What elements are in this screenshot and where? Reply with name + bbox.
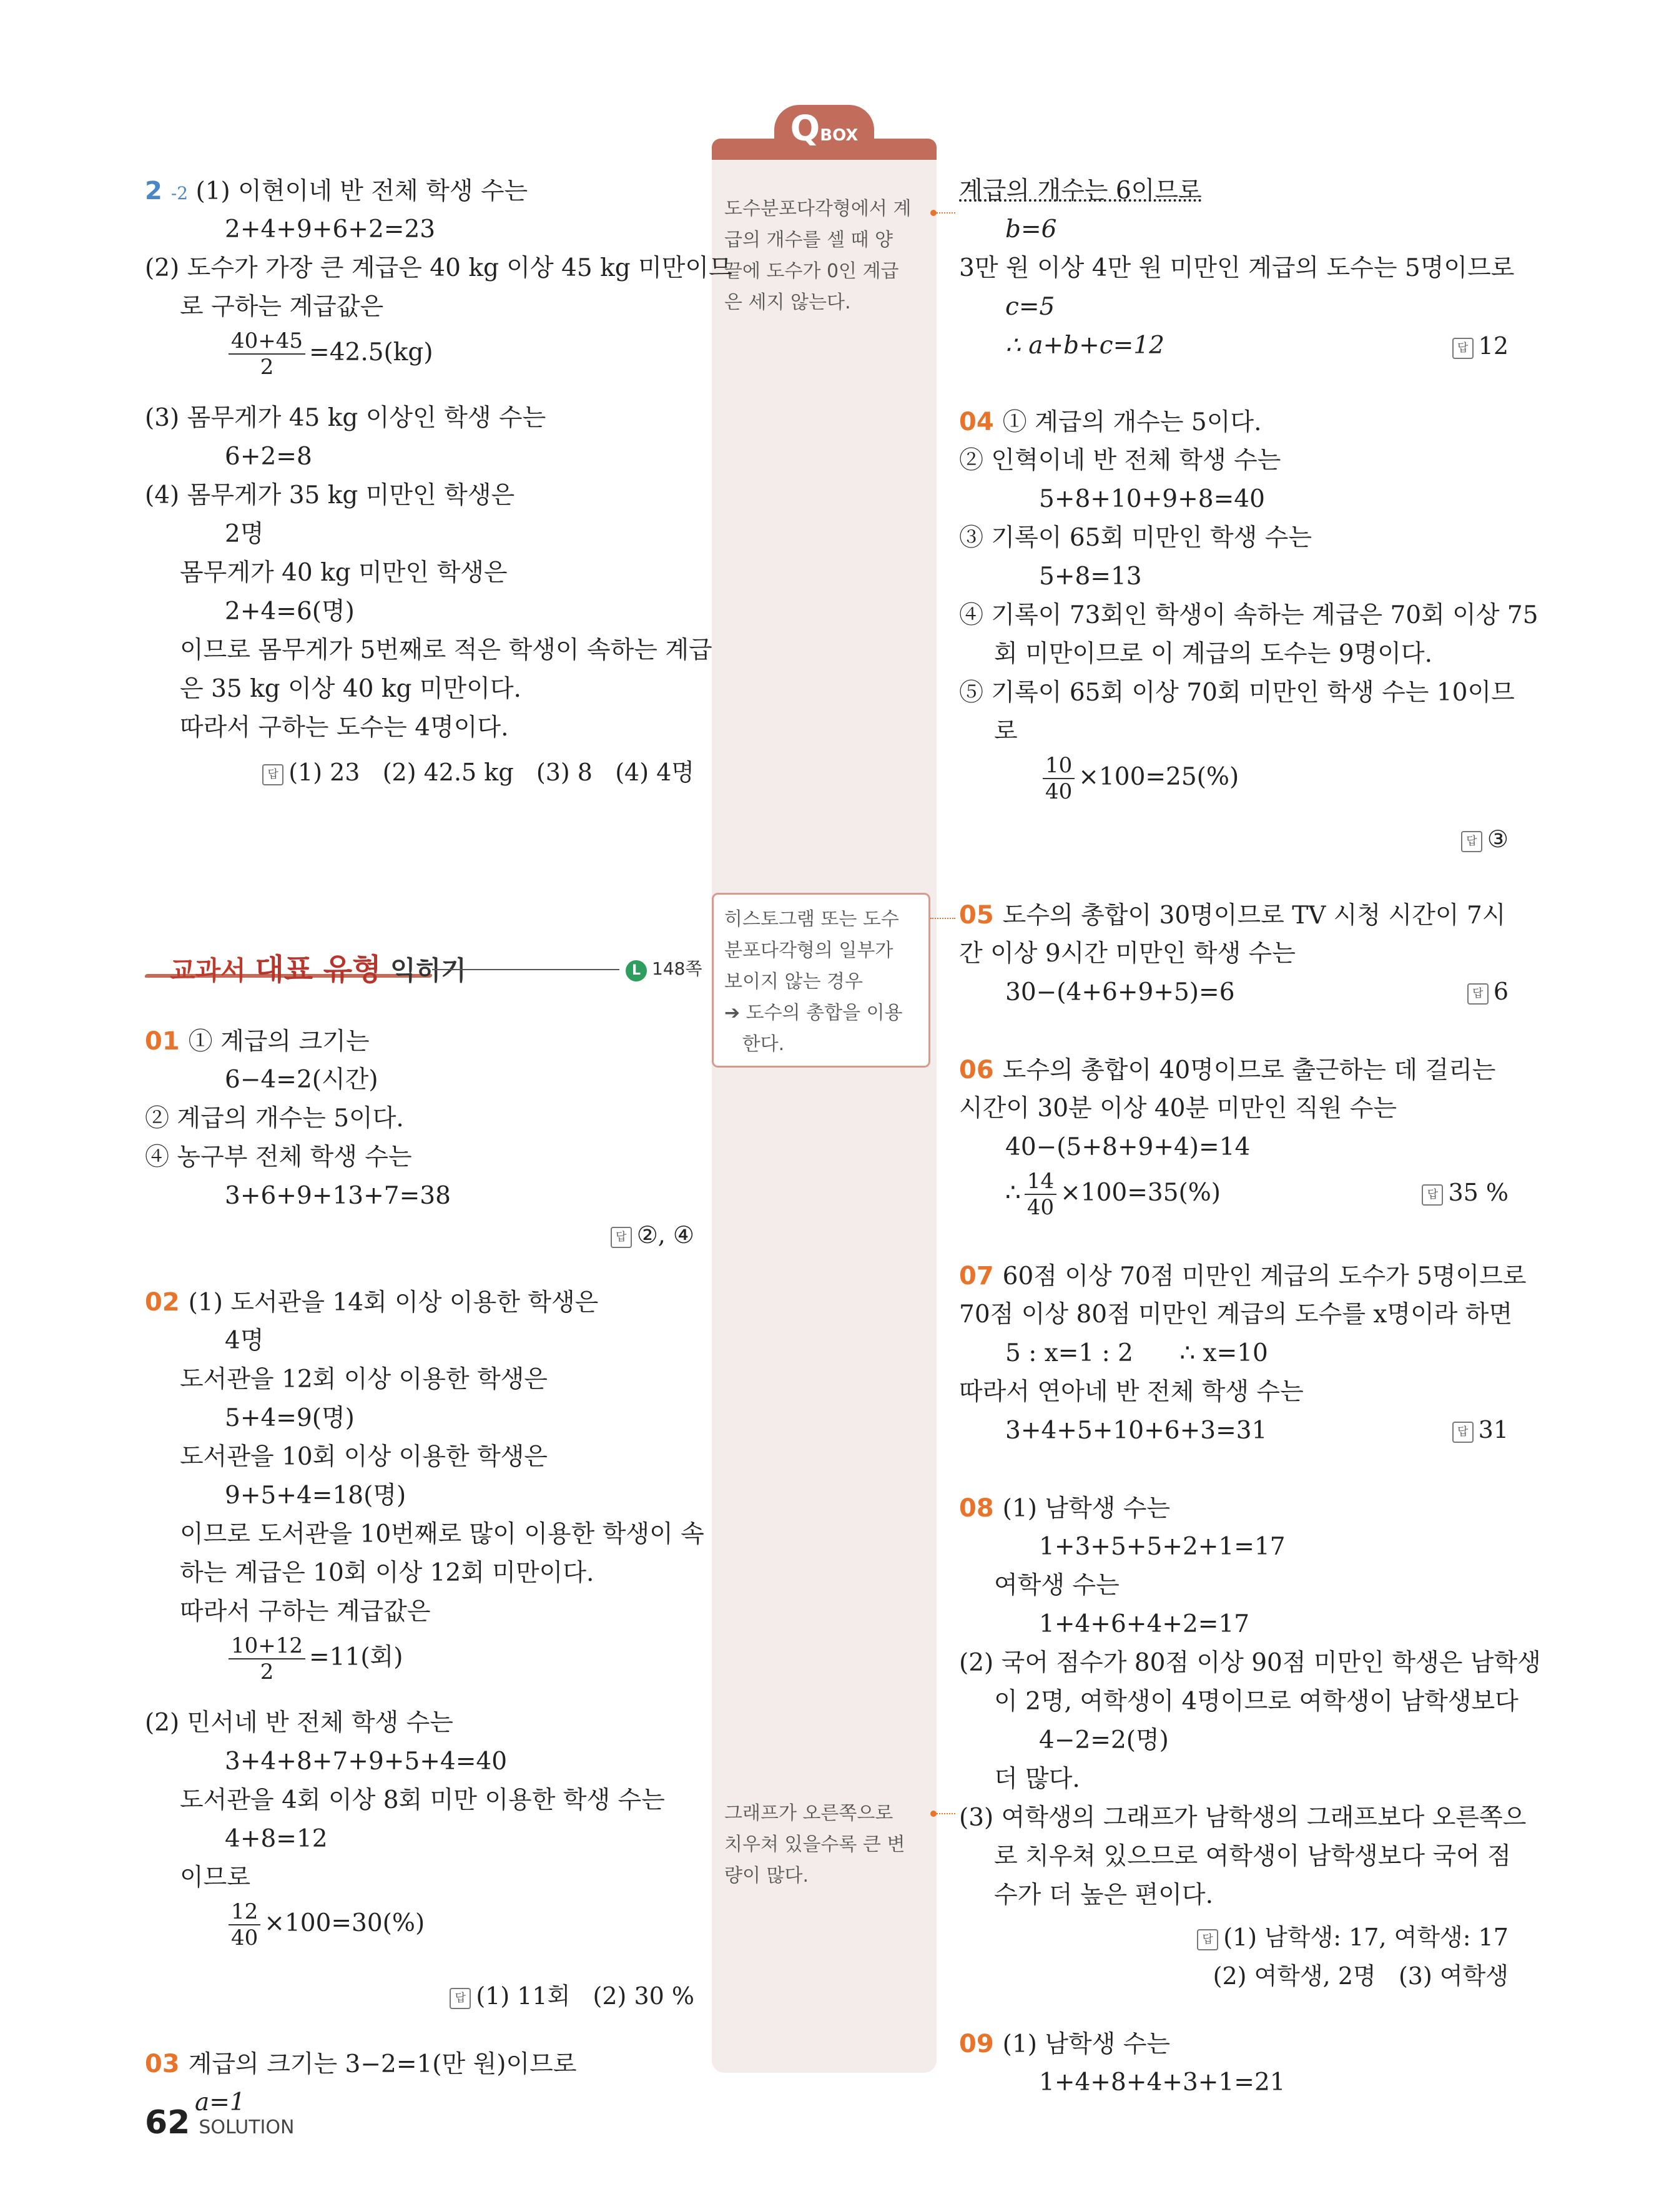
fraction-equation (225, 1633, 403, 1684)
qbox-note-3-line: 그래프가 오른쪽으로 (724, 1802, 893, 1824)
section-title-part: 교과서 (170, 955, 246, 986)
problem-number: 03 (145, 2050, 180, 2078)
problem-05 (959, 897, 1505, 935)
answer-text: (1) 11회 (2) 30 % (476, 1982, 694, 2010)
answer-icon: 답 (1461, 831, 1482, 852)
problem-number: 05 (959, 901, 994, 930)
text-line: 수가 더 높은 편이다. (994, 1881, 1213, 1909)
equation: 6−4=2(시간) (225, 1066, 378, 1094)
answer-07 (1452, 1416, 1509, 1443)
qbox-logo-q: Q (790, 109, 820, 149)
section-title (170, 945, 466, 988)
answer-text: 35 % (1448, 1179, 1509, 1206)
text-line: 따라서 연아네 반 전체 학생 수는 (959, 1378, 1304, 1406)
equation: 3+4+5+10+6+3=31 (1005, 1417, 1268, 1445)
text-line: 이므로 도서관을 10번째로 많이 이용한 학생이 속 (180, 1520, 704, 1548)
text-line: 4명 (225, 1327, 264, 1355)
connector-dot (930, 210, 937, 216)
text-line: (3) 여학생의 그래프가 남학생의 그래프보다 오른쪽으 (959, 1804, 1527, 1832)
answer-01 (611, 1221, 694, 1249)
numerator: 12 (229, 1899, 260, 1925)
problem-sub-number: -2 (170, 183, 189, 204)
problem-number: 2 (145, 177, 162, 205)
text-line: 계급의 크기는 3−2=1(만 원)이므로 (188, 2050, 577, 2078)
equation: 1+4+8+4+3+1=21 (1039, 2068, 1286, 2096)
equation: ∴ a+b+c=12 (1005, 332, 1164, 360)
answer-icon: 답 (1197, 1929, 1218, 1950)
footer-label: SOLUTION (199, 2116, 295, 2138)
problem-07 (959, 1257, 1527, 1295)
answer-text: (1) 남학생: 17, 여학생: 17 (1223, 1924, 1509, 1951)
text-line: 몸무게가 40 kg 미만인 학생은 (180, 559, 508, 587)
qbox-note-2-line: 분포다각형의 일부가 (724, 940, 893, 961)
connector-dot (930, 1811, 937, 1817)
text-line: (2) 도수가 가장 큰 계급은 40 kg 이상 45 kg 미만이므 (145, 254, 732, 282)
text-line: 간 이상 9시간 미만인 학생 수는 (959, 940, 1296, 968)
text-line: (1) 도서관을 14회 이상 이용한 학생은 (188, 1289, 599, 1317)
equation: 2+4=6(명) (225, 597, 355, 626)
qbox-note-2-line: 히스토그램 또는 도수 (724, 908, 899, 930)
qbox-note-3-line: 치우쳐 있을수록 큰 변 (724, 1834, 905, 1856)
numerator: 40+45 (229, 328, 305, 355)
page-number: 62 (145, 2104, 190, 2141)
answer-text: ③ (1487, 825, 1509, 853)
equation-result: =42.5(kg) (309, 338, 433, 366)
qbox-note-2-line: 한다. (724, 1033, 785, 1055)
qbox-note-3-line: 량이 많다. (724, 1865, 809, 1887)
fraction-equation (225, 1899, 425, 1950)
equation: 1+3+5+5+2+1=17 (1039, 1533, 1286, 1561)
denominator: 40 (1026, 1195, 1055, 1220)
answer-08 (1197, 1918, 1509, 1952)
problem-01 (145, 1023, 370, 1061)
text-line: 더 많다. (994, 1765, 1080, 1793)
problem-number: 07 (959, 1262, 994, 1290)
text-line: 도서관을 10회 이상 이용한 학생은 (180, 1443, 548, 1471)
text-line: 2명 (225, 520, 264, 548)
connector-line (937, 1813, 955, 1814)
equation: 2+4+9+6+2=23 (225, 215, 436, 243)
text-line: 계급의 개수는 6이므로 (959, 177, 1202, 205)
problem-number: 09 (959, 2030, 994, 2058)
answer-text: ②, ④ (636, 1221, 694, 1249)
text-line: (4) 몸무게가 35 kg 미만인 학생은 (145, 481, 515, 509)
answer-text: (1) 23 (2) 42.5 kg (3) 8 (4) 4명 (288, 759, 694, 786)
connector-line (937, 212, 955, 214)
section-heading (145, 939, 707, 995)
problem-number: 06 (959, 1056, 994, 1084)
text-line: 여학생 수는 (994, 1571, 1120, 1600)
equation: 9+5+4=18(명) (225, 1482, 406, 1510)
section-rule (432, 969, 619, 970)
answer-06 (1422, 1179, 1509, 1206)
answer-icon: 답 (1467, 983, 1489, 1005)
text-line: 따라서 구하는 도수는 4명이다. (180, 714, 509, 742)
text-line: (1) 남학생 수는 (1002, 1495, 1171, 1523)
answer-icon: 답 (1452, 338, 1474, 359)
denominator: 40 (231, 1925, 258, 1950)
equation: 6+2=8 (225, 443, 312, 471)
text-line: ② 인혁이네 반 전체 학생 수는 (959, 446, 1281, 474)
answer-icon: 답 (450, 1988, 471, 2009)
equation: c=5 (1005, 293, 1055, 321)
problem-06 (959, 1051, 1495, 1089)
qbox-note-2-line: ➔ 도수의 총합을 이용 (724, 1002, 903, 1024)
page-reference: 148쪽 (652, 958, 702, 979)
equation: 1+4+6+4+2=17 (1039, 1610, 1250, 1638)
qbox-logo-box: BOX (820, 126, 859, 145)
qbox-note-1-line: 도수분포다각형에서 계 (724, 198, 912, 220)
answer-03 (1452, 332, 1509, 360)
answer-icon: 답 (1452, 1422, 1474, 1443)
text-line: 로 치우쳐 있으므로 여학생이 남학생보다 국어 점 (994, 1842, 1511, 1870)
answer-text: (2) 여학생, 2명 (3) 여학생 (1213, 1962, 1509, 1990)
text-line: ① 계급의 개수는 5이다. (1002, 408, 1262, 436)
fraction (1043, 753, 1075, 804)
qbox-note-1-line: 급의 개수를 셀 때 양 (724, 229, 893, 251)
answer-04 (1461, 825, 1509, 853)
lesson-icon: L (626, 960, 647, 981)
text-line: (1) 남학생 수는 (1002, 2030, 1171, 2058)
text-line: 은 35 kg 이상 40 kg 미만이다. (180, 675, 521, 703)
fraction (1025, 1169, 1056, 1220)
equation: 40−(5+8+9+4)=14 (1005, 1133, 1251, 1161)
answer-text: 12 (1478, 332, 1509, 360)
text-line: ⑤ 기록이 65회 이상 70회 미만인 학생 수는 10이므 (959, 679, 1515, 707)
fraction (229, 328, 305, 380)
fraction-equation (1005, 1169, 1221, 1220)
text-line: (1) 이현이네 반 전체 학생 수는 (195, 177, 528, 205)
problem-03 (145, 2045, 577, 2083)
answer-icon: 답 (1422, 1184, 1443, 1206)
fraction (229, 1633, 305, 1684)
text-line: 하는 계급은 10회 이상 12회 미만이다. (180, 1559, 594, 1587)
denominator: 2 (260, 355, 274, 380)
text-line: ② 계급의 개수는 5이다. (145, 1104, 404, 1133)
text-line: 시간이 30분 이상 40분 미만인 직원 수는 (959, 1094, 1397, 1123)
connector-line (930, 918, 955, 919)
qbox-column (712, 150, 937, 2073)
denominator: 40 (1045, 779, 1073, 804)
answer-05 (1467, 978, 1509, 1005)
text-line: 로 (994, 717, 1018, 745)
text-line: 이므로 (180, 1864, 251, 1892)
section-title-part: 익히기 (390, 955, 466, 986)
answer-02 (450, 1977, 694, 2011)
problem-02 (145, 1284, 598, 1322)
problem-number: 04 (959, 408, 994, 436)
text-line: 도수의 총합이 30명이므로 TV 시청 시간이 7시 (1002, 902, 1506, 930)
fraction (229, 1899, 260, 1950)
answer-text: 6 (1493, 978, 1509, 1005)
answer-text: 31 (1478, 1416, 1509, 1443)
text-line: 따라서 구하는 계급값은 (180, 1598, 431, 1626)
text-line: 60점 이상 70점 미만인 계급의 도수가 5명이므로 (1002, 1262, 1527, 1290)
problem-number: 01 (145, 1027, 180, 1056)
problem-08 (959, 1490, 1170, 1528)
equation: 30−(4+6+9+5)=6 (1005, 978, 1235, 1006)
problem-04 (959, 403, 1261, 441)
fraction-equation (1039, 753, 1239, 804)
problem-09 (959, 2025, 1170, 2063)
qbox-note-2-line: 보이지 않는 경우 (724, 971, 863, 993)
equation-result: ×100=35(%) (1060, 1179, 1221, 1207)
text-line: ③ 기록이 65회 미만인 학생 수는 (959, 524, 1312, 552)
text-line: 도수의 총합이 40명이므로 출근하는 데 걸리는 (1002, 1056, 1496, 1084)
numerator: 14 (1025, 1169, 1056, 1195)
text-line: (2) 국어 점수가 80점 이상 90점 미만인 학생은 남학생 (959, 1649, 1541, 1677)
equation: b=6 (1005, 215, 1057, 243)
qbox-note-3 (724, 1798, 930, 1892)
answer-icon: 답 (611, 1227, 632, 1248)
therefore-symbol: ∴ (1005, 1179, 1021, 1207)
text-line: ④ 기록이 73회인 학생이 속하는 계급은 70회 이상 75 (959, 601, 1538, 629)
equation: a=1 (195, 2088, 245, 2116)
page-footer (145, 2104, 294, 2141)
text-line: 70점 이상 80점 미만인 계급의 도수를 x명이라 하면 (959, 1300, 1513, 1329)
numerator: 10 (1043, 753, 1075, 779)
text-line: 3만 원 이상 4만 원 미만인 계급의 도수는 5명이므로 (959, 254, 1515, 282)
equation-result: ×100=30(%) (264, 1909, 425, 1937)
text-line: 도서관을 12회 이상 이용한 학생은 (180, 1365, 548, 1394)
equation-result: =11(회) (309, 1643, 403, 1671)
equation: 5 : x=1 : 2 ∴ x=10 (1005, 1339, 1268, 1367)
text-line: 이 2명, 여학생이 4명이므로 여학생이 남학생보다 (994, 1688, 1519, 1716)
section-reference (626, 955, 702, 981)
qbox-note-1 (724, 194, 930, 318)
answer-2-2 (262, 753, 694, 787)
text-line: 로 구하는 계급값은 (180, 293, 384, 321)
equation: 3+4+8+7+9+5+4=40 (225, 1747, 508, 1776)
qbox-note-2 (724, 904, 930, 1060)
text-line: ④ 농구부 전체 학생 수는 (145, 1143, 412, 1171)
fraction-equation (225, 328, 433, 380)
equation-result: ×100=25(%) (1078, 763, 1239, 791)
numerator: 10+12 (229, 1633, 305, 1659)
section-title-part: 대표 유형 (255, 952, 382, 987)
equation: 5+4=9(명) (225, 1404, 355, 1432)
qbox-logo (774, 105, 874, 154)
problem-number: 08 (959, 1494, 994, 1523)
qbox-note-1-line: 은 세지 않는다. (724, 292, 851, 313)
qbox-note-1-line: 끝에 도수가 0인 계급 (724, 260, 899, 282)
text-line: ① 계급의 크기는 (188, 1028, 370, 1056)
problem-2-2 (145, 172, 528, 212)
problem-number: 02 (145, 1288, 180, 1317)
equation: 4−2=2(명) (1039, 1726, 1169, 1754)
text-line: 이므로 몸무게가 5번째로 적은 학생이 속하는 계급 (180, 636, 712, 664)
denominator: 2 (260, 1659, 274, 1684)
equation: 3+6+9+13+7=38 (225, 1182, 451, 1210)
equation: 4+8=12 (225, 1825, 328, 1853)
text-line: 회 미만이므로 이 계급의 도수는 9명이다. (994, 640, 1432, 668)
answer-icon: 답 (262, 764, 283, 785)
equation: 5+8=13 (1039, 563, 1142, 591)
text-line: (2) 민서네 반 전체 학생 수는 (145, 1709, 453, 1737)
text-line: (3) 몸무게가 45 kg 이상인 학생 수는 (145, 404, 546, 432)
text-line: 도서관을 4회 이상 8회 미만 이용한 학생 수는 (180, 1786, 665, 1814)
equation: 5+8+10+9+8=40 (1039, 485, 1265, 513)
